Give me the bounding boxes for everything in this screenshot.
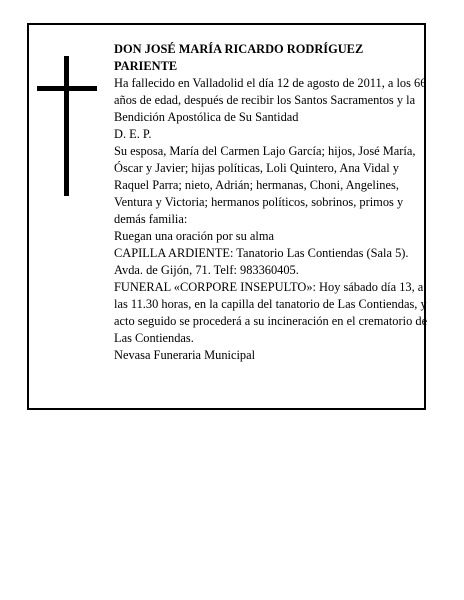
prayer-request: Ruegan una oración por su alma: [114, 229, 274, 243]
obituary-text: [114, 41, 428, 364]
chapel-info: CAPILLA ARDIENTE: Tanatorio Las Contiendas (Sala 5). Avda. de Gijón, 71. Telf: 983360405.: [114, 246, 409, 277]
funeral-home: Nevasa Funeraria Municipal: [114, 348, 256, 362]
rest-in-peace: D. E. P.: [114, 127, 152, 141]
funeral-info: FUNERAL «CORPORE INSEPULTO»: Hoy sábado día 13, a las 11.30 horas, en la capilla del tanatorio de Las Contiendas, y acto seguido se procederá a su incineración en el crematorio de Las Contiendas.: [114, 280, 428, 345]
cross-vertical-bar: [64, 56, 69, 196]
death-announcement: Ha fallecido en Valladolid el día 12 de agosto de 2011, a los 66 años de edad, después de recibir los Santos Sacramentos y la Bendición Apostólica de Su Santidad: [114, 76, 427, 124]
cross-horizontal-bar: [37, 86, 97, 91]
deceased-name: DON JOSÉ MARÍA RICARDO RODRÍGUEZ PARIENTE: [114, 42, 364, 73]
family-list: Su esposa, María del Carmen Lajo García; hijos, José María, Óscar y Javier; hijas políticas, Loli Quintero, Ana Vidal y Raquel Parra; nieto, Adrián; hermanas, Choni, Angelines, Ventura y Victoria; hermanos políticos, sobrinos, primos y demás familia:: [114, 144, 416, 226]
